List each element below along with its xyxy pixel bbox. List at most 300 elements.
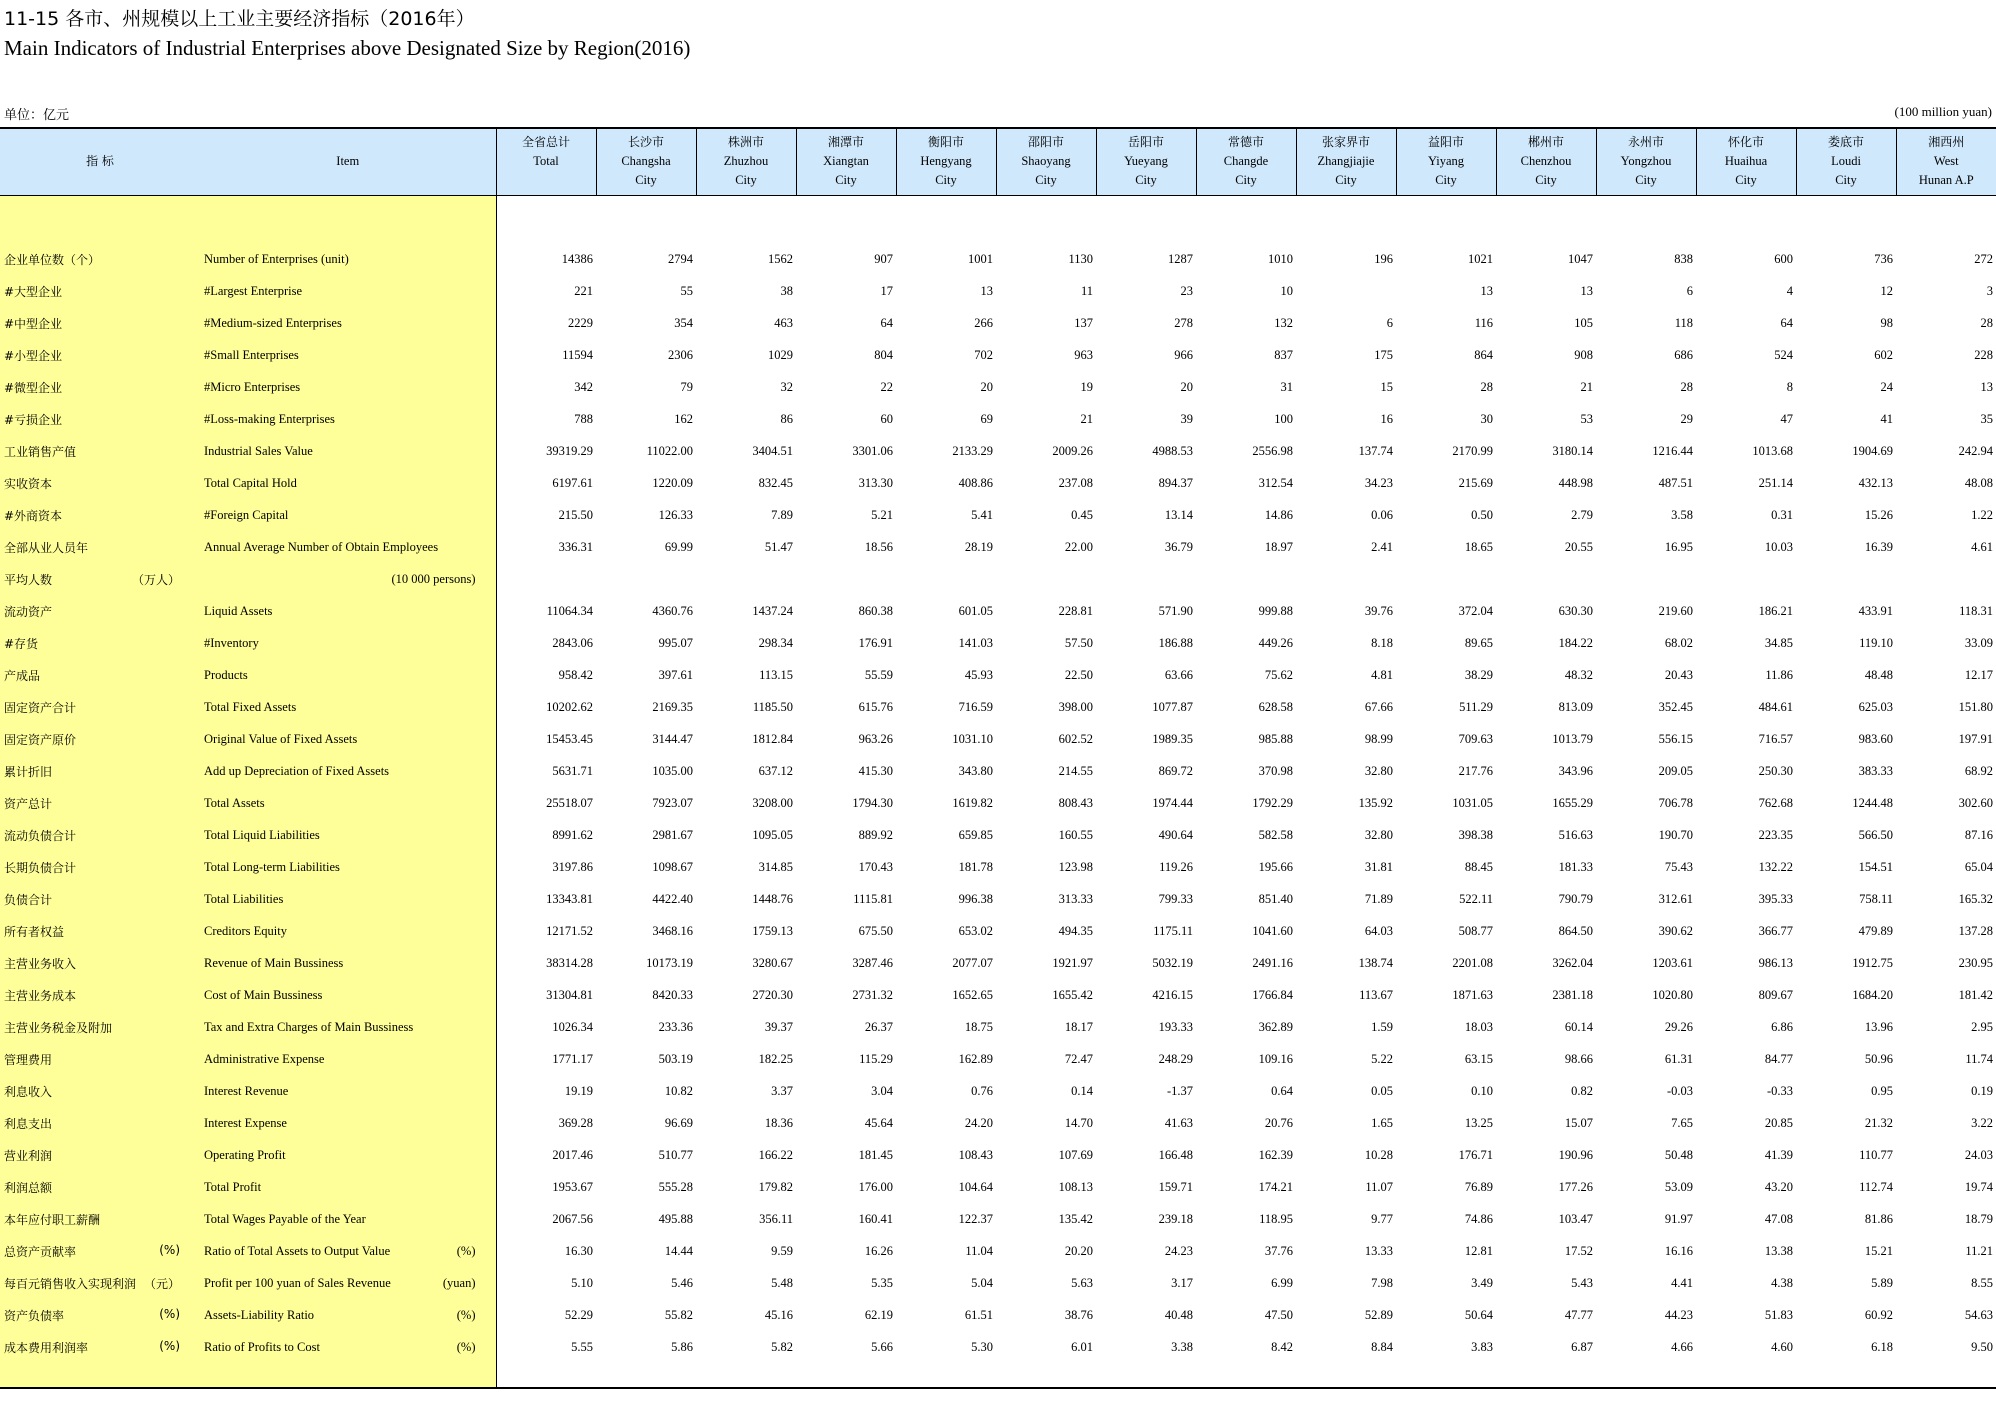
column-header-cn-text: 全省总计 <box>521 135 570 149</box>
table-cell: 479.89 <box>1858 924 1893 938</box>
table-row <box>0 1140 1996 1172</box>
row-label-cn <box>0 884 200 916</box>
column-header-en2-text: City <box>1435 173 1457 187</box>
table-cell: 18.97 <box>1264 540 1293 554</box>
table-cell <box>996 564 1096 596</box>
table-cell: 370.98 <box>1258 764 1293 778</box>
table-cell: 5.86 <box>671 1340 693 1354</box>
row-label-en <box>200 660 496 692</box>
row-label-cn <box>0 564 200 596</box>
table-cell: 52.89 <box>1364 1308 1393 1322</box>
table-cell: 1904.69 <box>1852 444 1893 458</box>
table-cell: 9.59 <box>771 1244 793 1258</box>
table-cell <box>1496 564 1596 596</box>
table-cell: 7.98 <box>1371 1276 1393 1290</box>
table-cell: 13 <box>980 284 993 298</box>
table-cell: 119.10 <box>1859 636 1893 650</box>
table-cell: 179.82 <box>758 1180 793 1194</box>
row-label-cn <box>0 1108 200 1140</box>
table-cell: 336.31 <box>558 540 593 554</box>
table-cell: 0.31 <box>1771 508 1793 522</box>
row-label-cn-text: 资产总计 <box>4 797 53 811</box>
table-cell: 228 <box>1974 348 1993 362</box>
table-cell: 45.64 <box>864 1116 893 1130</box>
table-cell: 23 <box>1180 284 1193 298</box>
table-cell <box>596 564 696 596</box>
table-cell: 193.33 <box>1158 1020 1193 1034</box>
table-cell: 986.13 <box>1758 956 1793 970</box>
table-cell: 601.05 <box>958 604 993 618</box>
row-label-en-text: Total Long-term Liabilities <box>204 860 340 874</box>
table-cell: 8420.33 <box>652 988 693 1002</box>
table-cell: 96.69 <box>664 1116 693 1130</box>
table-cell: 26.37 <box>864 1020 893 1034</box>
column-header-cn-text: 永州市 <box>1627 135 1664 149</box>
row-label-cn-text: 企业单位数（个） <box>4 253 101 267</box>
column-header-cn-text: 怀化市 <box>1727 135 1764 149</box>
table-cell: 6.99 <box>1271 1276 1293 1290</box>
table-cell: 16.30 <box>564 1244 593 1258</box>
table-cell: 3404.51 <box>752 444 793 458</box>
row-label-cn <box>0 980 200 1012</box>
table-cell: 67.66 <box>1364 700 1393 714</box>
table-cell: 55 <box>680 284 693 298</box>
table-cell: 48.32 <box>1564 668 1593 682</box>
table-cell: 2556.98 <box>1252 444 1293 458</box>
row-label-cn-text: 成本费用利润率 <box>4 1341 89 1355</box>
table-cell <box>1296 564 1396 596</box>
table-row <box>0 372 1996 404</box>
table-cell: 2794 <box>668 252 693 266</box>
table-cell: 4 <box>1786 284 1793 298</box>
table-cell: 8.18 <box>1371 636 1393 650</box>
row-unit-en-text: (%) <box>456 1308 476 1322</box>
column-header-9 <box>1396 128 1496 195</box>
row-label-cn-text: 本年应付职工薪酬 <box>4 1213 101 1227</box>
table-cell: 29 <box>1680 412 1693 426</box>
table-cell <box>1396 564 1496 596</box>
row-unit-cn-text: (%) <box>159 1339 180 1353</box>
table-cell: 5.55 <box>571 1340 593 1354</box>
table-cell: 799.33 <box>1158 892 1193 906</box>
table-cell: 372.04 <box>1458 604 1493 618</box>
table-cell: 50.48 <box>1664 1148 1693 1162</box>
table-cell: 98.66 <box>1564 1052 1593 1066</box>
column-header-en2-text: Hunan A.P <box>1918 173 1974 187</box>
table-cell: 30 <box>1480 412 1493 426</box>
table-cell: 1185.50 <box>752 700 793 714</box>
table-row <box>0 500 1996 532</box>
table-row <box>0 564 1996 596</box>
table-row <box>0 916 1996 948</box>
table-cell: 1031.10 <box>952 732 993 746</box>
table-cell: 1115.81 <box>853 892 893 906</box>
table-cell: 1013.68 <box>1752 444 1793 458</box>
table-cell: 449.26 <box>1258 636 1293 650</box>
table-cell: 2169.35 <box>652 700 693 714</box>
row-label-en-text: Total Liquid Liabilities <box>204 828 320 842</box>
column-header-en2-text: City <box>1835 173 1857 187</box>
row-label-en <box>200 468 496 500</box>
row-label-en <box>200 692 496 724</box>
table-cell: 184.22 <box>1558 636 1593 650</box>
column-header-en-text: Chenzhou <box>1520 154 1572 168</box>
row-label-cn-text: 管理费用 <box>4 1053 53 1067</box>
table-cell: 32.80 <box>1364 828 1393 842</box>
table-cell: 53.09 <box>1664 1180 1693 1194</box>
table-cell: 356.11 <box>759 1212 793 1226</box>
table-cell: 20.20 <box>1064 1244 1093 1258</box>
row-label-cn-text: 工业销售产值 <box>4 445 77 459</box>
table-cell: 18.03 <box>1464 1020 1493 1034</box>
table-end-row <box>0 1364 1996 1388</box>
table-cell: 709.63 <box>1458 732 1493 746</box>
table-row <box>0 1044 1996 1076</box>
table-cell: 11.74 <box>1965 1052 1993 1066</box>
table-cell: 175 <box>1374 348 1393 362</box>
table-cell: 600 <box>1774 252 1793 266</box>
table-cell: 1021 <box>1468 252 1493 266</box>
table-cell: 47.08 <box>1764 1212 1793 1226</box>
table-cell: 5032.19 <box>1152 956 1193 970</box>
table-cell: 963 <box>1074 348 1093 362</box>
table-cell: 181.33 <box>1558 860 1593 874</box>
row-label-en-text: Ratio of Profits to Cost <box>204 1340 320 1354</box>
table-cell: 10.03 <box>1764 540 1793 554</box>
column-header-10 <box>1496 128 1596 195</box>
column-header-en-text: Yueyang <box>1124 154 1168 168</box>
table-cell: 4216.15 <box>1152 988 1193 1002</box>
table-cell: 39.76 <box>1364 604 1393 618</box>
table-cell: 4.60 <box>1771 1340 1793 1354</box>
table-cell: 24.23 <box>1164 1244 1193 1258</box>
table-row <box>0 596 1996 628</box>
table-cell: 21.32 <box>1864 1116 1893 1130</box>
table-cell: 47.50 <box>1264 1308 1293 1322</box>
row-label-cn-text: #外商资本 <box>4 509 63 523</box>
table-cell: 15 <box>1380 380 1393 394</box>
row-label-cn <box>0 1076 200 1108</box>
table-cell: 6197.61 <box>552 476 593 490</box>
table-cell: 16.16 <box>1664 1244 1693 1258</box>
table-cell: 137.74 <box>1358 444 1393 458</box>
table-cell: 141.03 <box>958 636 993 650</box>
row-label-cn <box>0 1236 200 1268</box>
table-cell: 2731.32 <box>852 988 893 1002</box>
table-cell: 29.26 <box>1664 1020 1693 1034</box>
table-cell <box>496 564 596 596</box>
row-label-cn-text: 全部从业人员年 <box>4 541 89 555</box>
row-label-cn-text: #中型企业 <box>4 317 63 331</box>
table-cell: 20.85 <box>1764 1116 1793 1130</box>
table-cell: 487.51 <box>1658 476 1693 490</box>
table-cell: 1437.24 <box>752 604 793 618</box>
table-cell: 3287.46 <box>852 956 893 970</box>
column-header-cn-text: 常德市 <box>1227 135 1264 149</box>
table-row <box>0 788 1996 820</box>
table-cell: 1.22 <box>1971 508 1993 522</box>
table-cell: 237.08 <box>1058 476 1093 490</box>
table-cell: 32 <box>780 380 793 394</box>
table-cell: -1.37 <box>1166 1084 1193 1098</box>
table-cell: 2009.26 <box>1052 444 1093 458</box>
table-cell: 522.11 <box>1459 892 1493 906</box>
row-label-en <box>200 980 496 1012</box>
table-cell: 415.30 <box>858 764 893 778</box>
row-unit-cn-text: （万人） <box>131 573 180 587</box>
table-cell: 13.14 <box>1164 508 1193 522</box>
table-cell: 57.50 <box>1064 636 1093 650</box>
table-cell: 20 <box>980 380 993 394</box>
table-cell: 966 <box>1174 348 1193 362</box>
column-header-en2-text: City <box>935 173 957 187</box>
row-label-cn-text: 累计折旧 <box>4 765 53 779</box>
table-cell: 72.47 <box>1064 1052 1093 1066</box>
table-cell: 602 <box>1874 348 1893 362</box>
row-unit-en-text: (%) <box>456 1244 476 1258</box>
table-cell: 61.31 <box>1664 1052 1693 1066</box>
column-header-en-text: Hengyang <box>920 154 972 168</box>
table-cell: 3.58 <box>1671 508 1693 522</box>
table-cell: 68.92 <box>1964 764 1993 778</box>
table-cell: 11.04 <box>965 1244 993 1258</box>
row-unit-cn-text: （元） <box>143 1277 180 1291</box>
column-header-11 <box>1596 128 1696 195</box>
table-cell: 91.97 <box>1664 1212 1693 1226</box>
row-label-cn-text: 负债合计 <box>4 893 53 907</box>
table-cell: 14.70 <box>1064 1116 1093 1130</box>
column-header-cn-text: 长沙市 <box>627 135 664 149</box>
table-cell: 16.39 <box>1864 540 1893 554</box>
row-label-en-text: Industrial Sales Value <box>204 444 313 458</box>
table-cell: 3.04 <box>871 1084 893 1098</box>
table-cell: 813.09 <box>1558 700 1593 714</box>
table-cell: 98 <box>1880 316 1893 330</box>
table-cell: 4988.53 <box>1152 444 1193 458</box>
row-label-cn-text: #存货 <box>4 637 39 651</box>
row-label-en-text: Revenue of Main Bussiness <box>204 956 344 970</box>
row-label-en <box>200 1140 496 1172</box>
table-cell: 958.42 <box>558 668 593 682</box>
table-cell: -0.33 <box>1766 1084 1793 1098</box>
row-label-cn <box>0 1268 200 1300</box>
table-cell: 154.51 <box>1858 860 1893 874</box>
table-cell: 5.43 <box>1571 1276 1593 1290</box>
row-label-en-text: Operating Profit <box>204 1148 286 1162</box>
table-body <box>0 195 1996 1388</box>
row-label-cn-text: 利息支出 <box>4 1117 53 1131</box>
table-cell: 395.33 <box>1758 892 1793 906</box>
table-cell: 5.89 <box>1871 1276 1893 1290</box>
table-cell: 2201.08 <box>1452 956 1493 970</box>
table-cell: 314.85 <box>758 860 793 874</box>
table-cell: 18.65 <box>1464 540 1493 554</box>
table-cell: 1130 <box>1068 252 1093 266</box>
table-cell: 64 <box>1780 316 1793 330</box>
table-cell: 113.15 <box>759 668 793 682</box>
table-cell: 160.41 <box>858 1212 893 1226</box>
row-label-en-text: Tax and Extra Charges of Main Bussiness <box>204 1020 414 1034</box>
table-cell: 4.41 <box>1671 1276 1693 1290</box>
table-cell: 50.96 <box>1864 1052 1893 1066</box>
table-cell: 51.47 <box>764 540 793 554</box>
table-cell: 132.22 <box>1758 860 1793 874</box>
row-label-en <box>200 372 496 404</box>
table-cell <box>1196 564 1296 596</box>
table-cell: 20.43 <box>1664 668 1693 682</box>
table-cell: 298.34 <box>758 636 793 650</box>
table-cell: 61.51 <box>964 1308 993 1322</box>
row-label-cn-text: 所有者权益 <box>4 925 65 939</box>
table-cell: 190.70 <box>1658 828 1693 842</box>
table-cell: 0.05 <box>1371 1084 1393 1098</box>
column-header-8 <box>1296 128 1396 195</box>
table-cell: 0.19 <box>1971 1084 1993 1098</box>
table-cell: 41.39 <box>1764 1148 1793 1162</box>
table-cell: 3.17 <box>1171 1276 1193 1290</box>
table-cell: 860.38 <box>858 604 893 618</box>
row-label-en <box>200 724 496 756</box>
table-cell: 11 <box>1080 284 1093 298</box>
table-cell: 239.18 <box>1158 1212 1193 1226</box>
column-header-en-text: Xiangtan <box>823 154 869 168</box>
table-cell: 837 <box>1274 348 1293 362</box>
row-label-cn <box>0 1204 200 1236</box>
row-label-en-text: #Micro Enterprises <box>204 380 301 394</box>
table-cell: 266 <box>974 316 993 330</box>
column-header-en2-text: City <box>1135 173 1157 187</box>
table-cell: 52.29 <box>564 1308 593 1322</box>
row-label-en <box>200 820 496 852</box>
table-cell: 864.50 <box>1558 924 1593 938</box>
column-header-en-text: Zhuzhou <box>723 154 769 168</box>
table-cell: 15.26 <box>1864 508 1893 522</box>
table-cell: 65.04 <box>1964 860 1993 874</box>
table-cell: 31 <box>1280 380 1293 394</box>
table-cell: 869.72 <box>1158 764 1193 778</box>
row-label-cn-text: #微型企业 <box>4 381 63 395</box>
table-cell: 716.59 <box>958 700 993 714</box>
table-cell: 2170.99 <box>1452 444 1493 458</box>
table-cell: 675.50 <box>858 924 893 938</box>
row-label-cn <box>0 1012 200 1044</box>
table-cell: 0.95 <box>1871 1084 1893 1098</box>
row-label-cn-text: 主营业务税金及附加 <box>4 1021 113 1035</box>
table-cell: 107.69 <box>1058 1148 1093 1162</box>
table-cell: 64.03 <box>1364 924 1393 938</box>
table-cell: 37.76 <box>1264 1244 1293 1258</box>
table-cell: 55.82 <box>664 1308 693 1322</box>
table-cell: 181.45 <box>858 1148 893 1162</box>
table-cell: 851.40 <box>1258 892 1293 906</box>
row-label-cn <box>0 820 200 852</box>
table-cell: 495.88 <box>658 1212 693 1226</box>
column-header-en2-text: City <box>835 173 857 187</box>
table-cell: 630.30 <box>1558 604 1593 618</box>
table-cell: 2981.67 <box>652 828 693 842</box>
table-cell: 22.00 <box>1064 540 1093 554</box>
table-cell: 4360.76 <box>652 604 693 618</box>
table-row <box>0 1332 1996 1364</box>
table-cell <box>1896 564 1996 596</box>
table-cell: 119.26 <box>1159 860 1193 874</box>
table-cell: 242.94 <box>1958 444 1993 458</box>
table-cell: 251.14 <box>1758 476 1793 490</box>
table-cell: 5.21 <box>871 508 893 522</box>
table-cell <box>1796 564 1896 596</box>
table-cell: 209.05 <box>1658 764 1693 778</box>
table-cell: 511.29 <box>1459 700 1493 714</box>
table-cell: 45.16 <box>764 1308 793 1322</box>
table-cell: 126.33 <box>658 508 693 522</box>
table-cell: 8.84 <box>1371 1340 1393 1354</box>
table-cell <box>1296 276 1396 308</box>
table-cell: 3.49 <box>1471 1276 1493 1290</box>
row-label-en <box>200 1236 496 1268</box>
table-cell: 628.58 <box>1258 700 1293 714</box>
table-cell: 176.71 <box>1458 1148 1493 1162</box>
table-cell: 383.33 <box>1858 764 1893 778</box>
table-cell: 12 <box>1880 284 1893 298</box>
table-row <box>0 724 1996 756</box>
table-cell: 18.75 <box>964 1020 993 1034</box>
table-cell: 31.81 <box>1364 860 1393 874</box>
table-cell: 159.71 <box>1158 1180 1193 1194</box>
table-cell: 186.88 <box>1158 636 1193 650</box>
table-cell: 20 <box>1180 380 1193 394</box>
table-cell: 2.79 <box>1571 508 1593 522</box>
row-label-cn <box>0 276 200 308</box>
table-cell: 1220.09 <box>652 476 693 490</box>
table-cell: 809.67 <box>1758 988 1793 1002</box>
table-cell: 516.63 <box>1558 828 1593 842</box>
table-cell: 63.66 <box>1164 668 1193 682</box>
table-cell: 2077.07 <box>952 956 993 970</box>
table-cell: 637.12 <box>758 764 793 778</box>
row-label-cn-text: 流动资产 <box>4 605 53 619</box>
row-label-cn <box>0 308 200 340</box>
table-cell: 89.65 <box>1464 636 1493 650</box>
table-cell: 6.18 <box>1871 1340 1893 1354</box>
table-row <box>0 1172 1996 1204</box>
table-cell: 116 <box>1474 316 1493 330</box>
column-header-cn-text: 株洲市 <box>727 135 764 149</box>
table-cell: 60 <box>880 412 893 426</box>
table-cell: 1.65 <box>1371 1116 1393 1130</box>
table-cell: 894.37 <box>1158 476 1193 490</box>
column-header-cn-text: 湘潭市 <box>827 135 864 149</box>
table-cell: 28 <box>1980 316 1993 330</box>
table-cell: 43.20 <box>1764 1180 1793 1194</box>
table-cell: 16.95 <box>1664 540 1693 554</box>
table-header-row <box>0 128 1996 195</box>
row-label-cn <box>0 436 200 468</box>
table-cell: 160.55 <box>1058 828 1093 842</box>
table-cell: 2.41 <box>1371 540 1393 554</box>
header-spacer-row <box>0 195 1996 244</box>
indicators-table <box>0 127 1996 1389</box>
row-label-cn-text: 主营业务成本 <box>4 989 77 1003</box>
table-cell: 6.01 <box>1071 1340 1093 1354</box>
row-label-en <box>200 916 496 948</box>
row-label-en-text: #Largest Enterprise <box>204 284 302 298</box>
row-label-en <box>200 1204 496 1236</box>
table-row <box>0 756 1996 788</box>
table-row <box>0 628 1996 660</box>
table-cell: 110.77 <box>1859 1148 1893 1162</box>
table-cell: 312.61 <box>1658 892 1693 906</box>
row-label-en-text: #Loss-making Enterprises <box>204 412 335 426</box>
